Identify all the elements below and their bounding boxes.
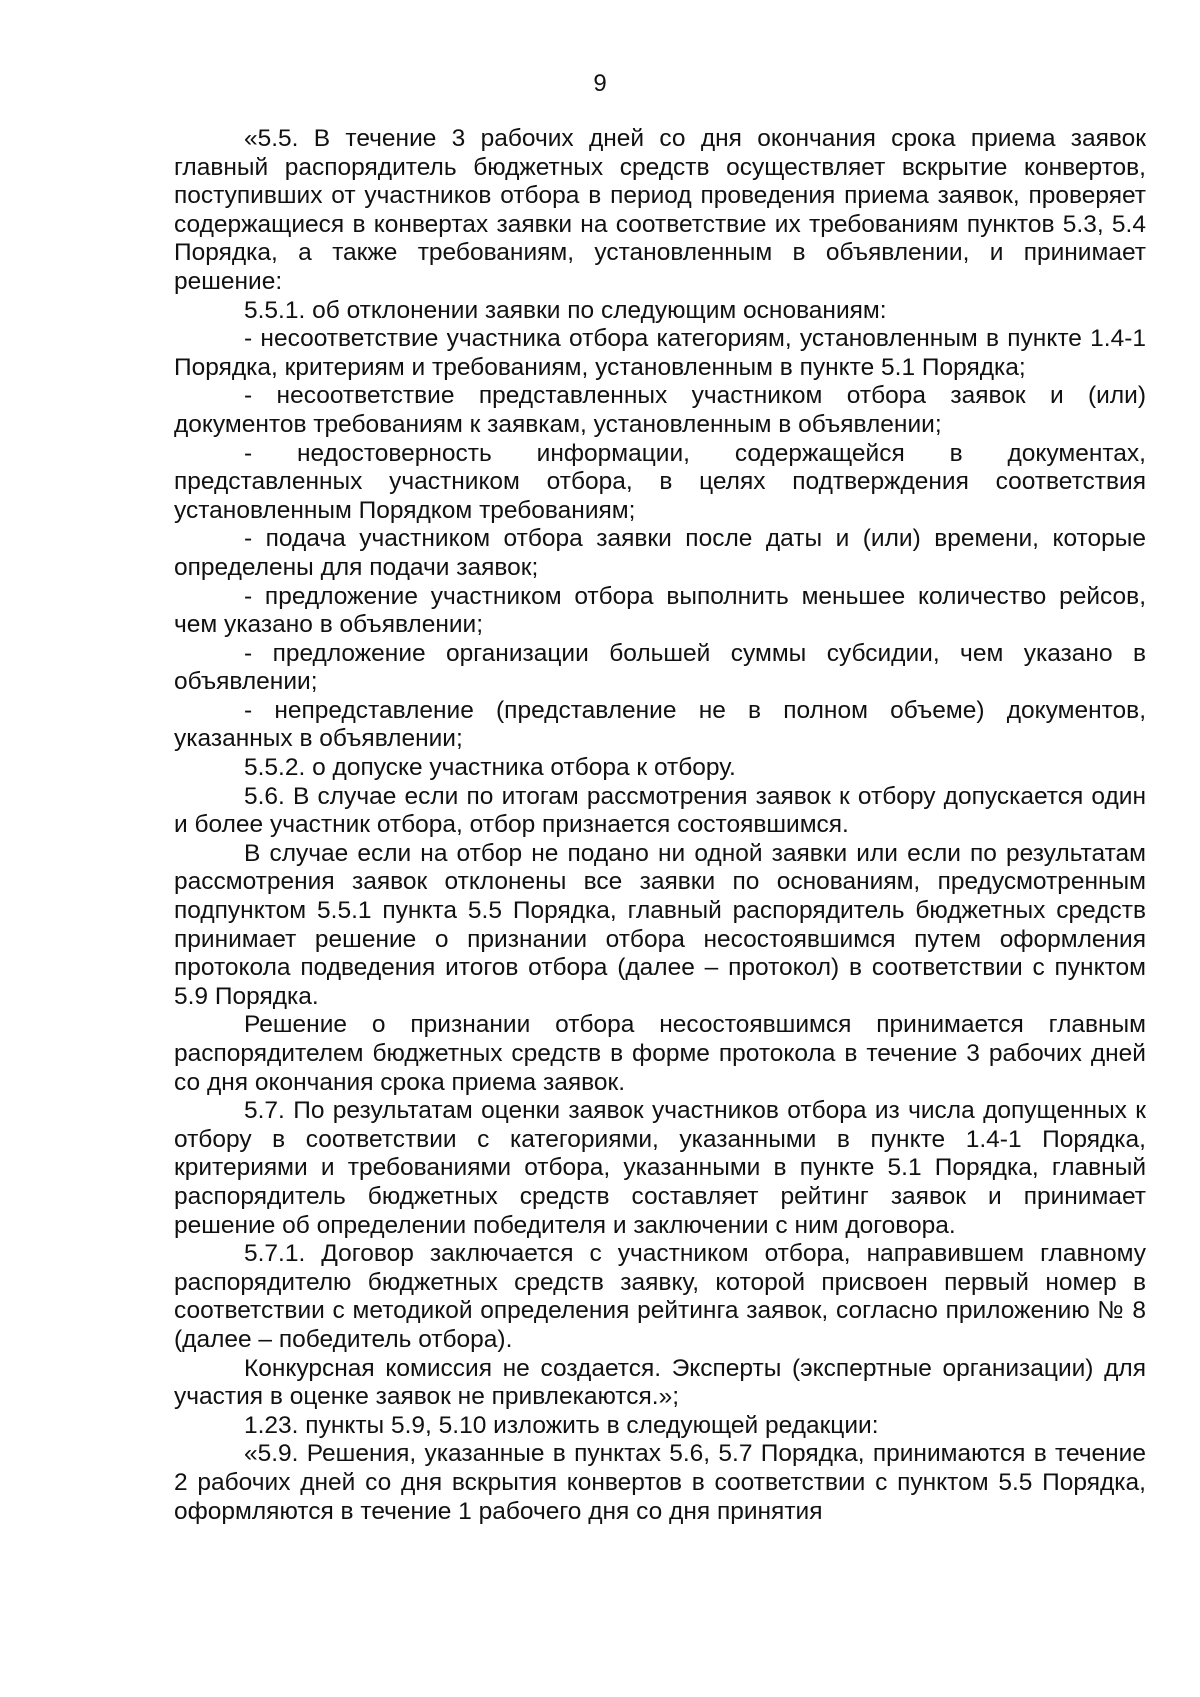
list-item-fewer-trips: - предложение участником отбора выполнить меньшее количество рейсов, чем указано в объявлении; xyxy=(174,582,1146,639)
document-body xyxy=(174,125,1146,1526)
list-item-documents-mismatch: - несоответствие представленных участником отбора заявок и (или) документов требованиям к заявкам, установленным в объявлении; xyxy=(174,382,1146,438)
list-item-larger-subsidy: - предложение организации большей суммы субсидии, чем указано в объявлении; xyxy=(174,639,1146,696)
page-number: 9 xyxy=(593,70,607,97)
paragraph-5-5-2: 5.5.2. о допуске участника отбора к отбору. xyxy=(244,754,736,782)
paragraph-commission: Конкурсная комиссия не создается. Эксперты (экспертные организации) для участия в оценке заявок не привлекаются.»; xyxy=(174,1354,1146,1411)
paragraph-5-6: 5.6. В случае если по итогам рассмотрения заявок к отбору допускается один и более участник отбора, отбор признается состоявшимся. xyxy=(174,782,1146,839)
paragraph-1-23: 1.23. пункты 5.9, 5.10 изложить в следующей редакции: xyxy=(244,1411,879,1439)
list-item-missing-documents: - непредставление (представление не в полном объеме) документов, указанных в объявлении; xyxy=(174,696,1146,753)
paragraph-failed-selection-decision: Решение о признании отбора несостоявшимся принимается главным распорядителем бюджетных средств в форме протокола в течение 3 рабочих дней со дня окончания срока приема заявок. xyxy=(174,1011,1146,1096)
paragraph-5-7: 5.7. По результатам оценки заявок участников отбора из числа допущенных к отбору в соответствии с категориями, указанными в пункте 1.4-1 Порядка, критериями и требованиями отбора, указанными в пункте 5.1 Порядка, главный распорядитель бюджетных средств составляет рейтинг заявок и принимает решение об определении победителя и заключении с ним договора. xyxy=(174,1097,1146,1239)
list-item-category-mismatch: - несоответствие участника отбора категориям, установленным в пункте 1.4-1 Порядка, критериям и требованиям, установленным в пункте 5.1 Порядка; xyxy=(174,325,1146,381)
paragraph-5-5-1: 5.5.1. об отклонении заявки по следующим основаниям: xyxy=(244,296,887,324)
paragraph-5-7-1: 5.7.1. Договор заключается с участником отбора, направившем главному распорядителю бюджетных средств заявку, которой присвоен первый номер в соответствии с методикой определения рейтинга заявок, согласно приложению № 8 (далее – победитель отбора). xyxy=(174,1240,1146,1353)
list-item-late-submission: - подача участником отбора заявки после даты и (или) времени, которые определены для подачи заявок; xyxy=(174,525,1146,581)
paragraph-5-9: «5.9. Решения, указанные в пунктах 5.6, 5.7 Порядка, принимаются в течение 2 рабочих дней со дня вскрытия конвертов в соответствии с пунктом 5.5 Порядка, оформляются в течение 1 рабочего дня со дня принятия xyxy=(174,1440,1146,1525)
paragraph-5-5: «5.5. В течение 3 рабочих дней со дня окончания срока приема заявок главный распорядитель бюджетных средств осуществляет вскрытие конвертов, поступивших от участников отбора в период проведения приема заявок, проверяет содержащиеся в конвертах заявки на соответствие их требованиям пунктов 5.3, 5.4 Порядка, а также требованиям, установленным в объявлении, и принимает решение: xyxy=(174,125,1146,295)
list-item-unreliable-info: - недостоверность информации, содержащейся в документах, представленных участником отбора, в целях подтверждения соответствия установленным Порядком требованиям; xyxy=(174,439,1146,524)
paragraph-no-applications: В случае если на отбор не подано ни одной заявки или если по результатам рассмотрения заявок отклонены все заявки по основаниям, предусмотренным подпунктом 5.5.1 пункта 5.5 Порядка, главный распорядитель бюджетных средств принимает решение о признании отбора несостоявшимся путем оформления протокола подведения итогов отбора (далее – протокол) в соответствии с пунктом 5.9 Порядка. xyxy=(174,839,1146,1010)
